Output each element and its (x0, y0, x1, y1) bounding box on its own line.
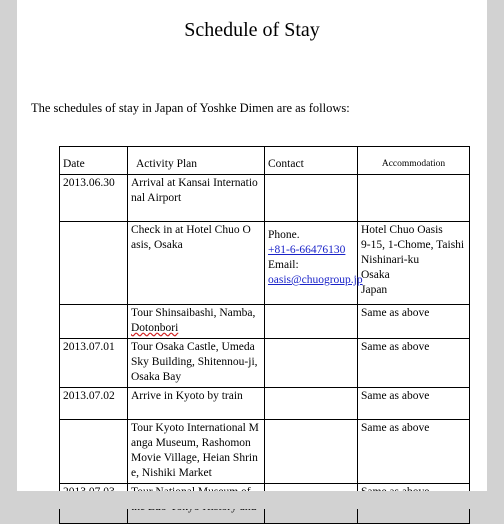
table-row (60, 388, 470, 420)
table-row (60, 339, 470, 388)
activity-line: Sky Building, Shitennou-ji, (131, 356, 258, 368)
row-date: 2013.07.02 (60, 388, 128, 420)
activity-line: e, Nishiki Market (131, 467, 212, 479)
accommodation-line: Osaka (361, 269, 390, 281)
table-header-row (60, 147, 470, 175)
row-accommodation (358, 222, 470, 305)
viewer-background (0, 491, 504, 509)
activity-line: Tour Shinsaibashi, Namba, (131, 307, 256, 319)
row-activity (128, 222, 265, 305)
accommodation-line: Hotel Chuo Oasis (361, 224, 443, 236)
accommodation-line: Same as above (361, 307, 430, 319)
row-contact (265, 175, 358, 222)
intro-paragraph: The schedules of stay in Japan of Yoshke Dimen are as follows: (31, 101, 350, 115)
activity-line: anga Museum, Rashomon (131, 437, 251, 449)
accommodation-line: Japan (361, 284, 388, 296)
schedule-table (59, 146, 470, 524)
row-activity (128, 305, 265, 339)
row-accommodation (358, 305, 470, 339)
contact-email-link[interactable]: oasis@chuogroup.jp (268, 274, 363, 286)
row-date (60, 420, 128, 484)
row-activity (128, 339, 265, 388)
table-row (60, 175, 470, 222)
table-row (60, 305, 470, 339)
header-activity: Activity Plan (128, 147, 265, 175)
header-accommodation: Accommodation (358, 147, 470, 175)
row-date: 2013.06.30 (60, 175, 128, 222)
activity-line: Osaka Bay (131, 371, 182, 383)
activity-line: asis, Osaka (131, 239, 183, 251)
header-date: Date (60, 147, 128, 175)
row-contact (265, 305, 358, 339)
row-accommodation (358, 339, 470, 388)
row-contact (265, 388, 358, 420)
activity-line: nal Airport (131, 192, 182, 204)
header-contact: Contact (265, 147, 358, 175)
row-date (60, 305, 128, 339)
accommodation-line: Same as above (361, 422, 430, 434)
row-activity (128, 420, 265, 484)
row-contact (265, 222, 363, 305)
table-row (60, 222, 470, 305)
row-activity (128, 175, 265, 222)
accommodation-line: Nishinari-ku (361, 254, 420, 266)
row-activity (128, 388, 265, 420)
row-date (60, 222, 128, 305)
accommodation-line: Same as above (361, 390, 430, 402)
row-accommodation (358, 175, 470, 222)
accommodation-line: 9-15, 1-Chome, Taishi (361, 239, 465, 251)
activity-line: Tour Osaka Castle, Umeda (131, 341, 255, 353)
activity-line: Arrive in Kyoto by train (131, 390, 243, 402)
document-page (17, 0, 487, 491)
table-row (60, 420, 470, 484)
row-date: 2013.07.01 (60, 339, 128, 388)
accommodation-line: Same as above (361, 341, 430, 353)
activity-line: Check in at Hotel Chuo O (131, 224, 251, 236)
contact-phone-link[interactable]: +81-6-66476130 (268, 244, 346, 256)
activity-line: Arrival at Kansai Internatio (131, 177, 258, 189)
row-contact (265, 420, 358, 484)
activity-line: Tour Kyoto International M (131, 422, 259, 434)
activity-line: Movie Village, Heian Shrin (131, 452, 258, 464)
contact-phone-label: Phone. (268, 229, 300, 241)
document-title: Schedule of Stay (184, 19, 320, 41)
row-accommodation (358, 388, 470, 420)
contact-email-label: Email: (268, 259, 299, 271)
row-accommodation (358, 420, 470, 484)
activity-line: Dotonbori (131, 322, 179, 334)
row-contact (265, 339, 358, 388)
